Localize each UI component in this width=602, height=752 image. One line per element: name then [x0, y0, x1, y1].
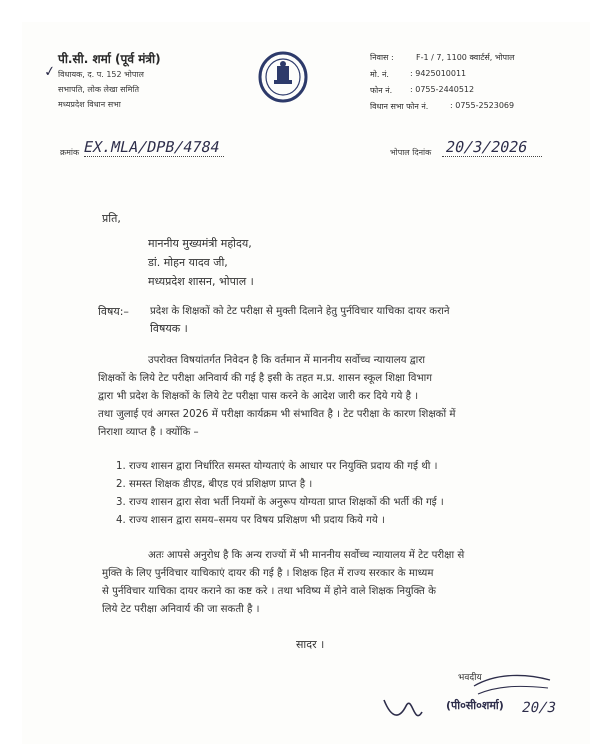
point-4: 4. राज्य शासन द्वारा समय–समय पर विषय प्रशिक्षण भी प्रदाय किये गये । [116, 515, 385, 526]
recipient-line-3: मध्यप्रदेश शासन, भोपाल । [148, 275, 254, 288]
mobile-label: मो. नं. [370, 70, 389, 79]
assembly-phone-label: विधान सभा फोन नं. [370, 102, 429, 111]
point-3: 3. राज्य शासन द्वारा सेवा भर्ती नियमों के अनुरूप योग्यता प्राप्त शिक्षकों की भर्ती की गई । [116, 497, 444, 508]
sender-title-3: मध्यप्रदेश विधान सभा [58, 100, 121, 109]
letter-page [22, 22, 590, 744]
date-underline [442, 156, 542, 157]
subject-line-2: विषयक । [150, 322, 188, 335]
sender-name: पी.सी. शर्मा (पूर्व मंत्री) [58, 52, 161, 66]
para2-line-3: से पुर्नविचार याचिका दायर कराने का कष्ट करे । तथा भविष्य में होने वाले शिक्षक नियुक्ति के [102, 586, 436, 597]
para1-line-3: द्वारा भी प्रदेश के शिक्षकों के लिये टेट परीक्षा पास करने के आदेश जारी कर दिये गये है । [98, 391, 419, 402]
para2-line-1: अतः आपसे अनुरोध है कि अन्य राज्यों में भी माननीय सर्वोच्च न्यायालय में टेट परीक्षा से [148, 550, 465, 561]
assembly-phone-value: : 0755-2523069 [450, 101, 515, 110]
para1-line-4: तथा जुलाई एवं अगस्त 2026 में परीक्षा कार्यक्रम भी संभावित है । टेट परीक्षा के कारण शिक्षकों में [98, 409, 456, 420]
letterhead-left [58, 50, 161, 67]
mobile-value: : 9425010011 [410, 69, 467, 78]
phone-label: फोन नं. [370, 86, 393, 95]
signatory-name: (पी०सी०शर्मा) [446, 699, 504, 712]
prati: प्रति, [102, 212, 121, 225]
closing: सादर । [296, 638, 325, 651]
address-label: निवास : [370, 53, 394, 62]
subject-line-1: प्रदेश के शिक्षकों को टेट परीक्षा से मुक्ती दिलाने हेतु पुर्नविचार याचिका दायर कराने [150, 306, 450, 317]
subject-label: विषय:– [98, 305, 129, 318]
signature-date: 20/3 [520, 700, 558, 716]
initial-mark-icon: ✓ [42, 63, 57, 81]
recipient-line-1: माननीय मुख्यमंत्री महोदय, [148, 237, 252, 250]
para2-line-2: मुक्ति के लिए पुर्नविचार याचिकाएं दायर की गई है । शिक्षक हित में राज्य सरकार के माध्यम [102, 568, 434, 579]
recipient-line-2: डां. मोहन यादव जी, [148, 256, 228, 269]
ref-number: EX.MLA/DPB/4784 [82, 138, 222, 156]
point-1: 1. राज्य शासन द्वारा निर्धारित समस्त योग्यताएं के आधार पर नियुक्ति प्रदाय की गई थी । [116, 461, 438, 472]
date-label: भोपाल दिनांक [390, 148, 432, 157]
bhavdiya: भवदीय [458, 673, 482, 683]
address-value: F-1 / 7, 1100 क्वार्टर्स, भोपाल [416, 53, 515, 62]
point-2: 2. समस्त शिक्षक डीएड, बीएड एवं प्रशिक्षण प्राप्त है । [116, 479, 313, 490]
ref-label: क्रमांक [60, 148, 80, 157]
emblem-seal-icon [258, 50, 308, 106]
phone-value: : 0755-2440512 [410, 85, 475, 94]
sender-title-1: विधायक, द. प. 152 भोपाल [58, 70, 144, 79]
sender-title-2: सभापति, लोक लेखा समिति [58, 85, 140, 94]
para1-line-2: शिक्षकों के लिये टेट परीक्षा अनिवार्य की गई है इसी के तहत म.प्र. शासन स्कूल शिक्षा विभाग [98, 373, 433, 384]
para2-line-4: लिये टेट परीक्षा अनिवार्य की जा सकती है । [102, 604, 260, 615]
para1-line-5: निराशा व्याप्त है । क्योंकि – [98, 427, 199, 438]
ref-underline [84, 156, 224, 157]
letter-date: 20/3/2026 [444, 138, 530, 156]
para1-line-1: उपरोक्त विषयांतर्गत निवेदन है कि वर्तमान में माननीय सर्वोच्च न्यायालय द्वारा [148, 355, 426, 366]
